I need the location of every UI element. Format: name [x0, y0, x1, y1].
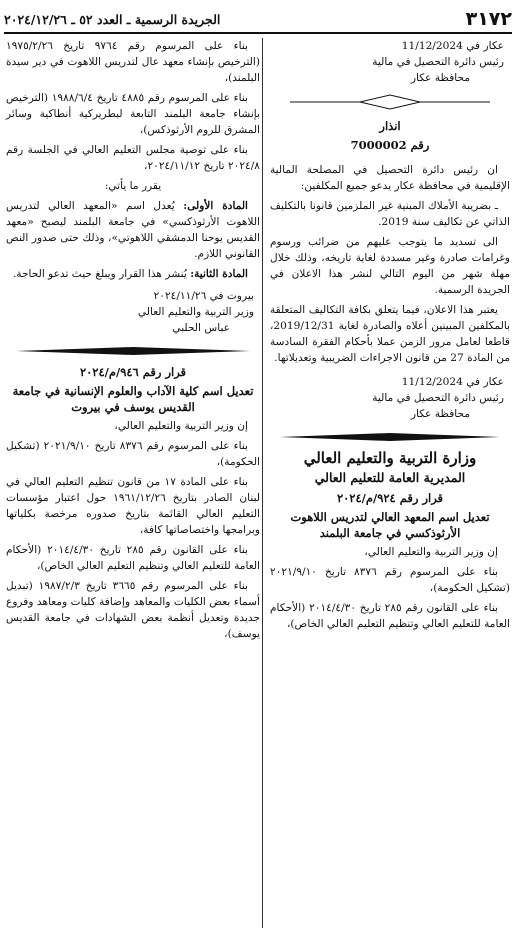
ornament-divider-icon [6, 346, 260, 356]
article-2 [6, 266, 260, 282]
article-text: يُعدل اسم «المعهد العالي لتدريس اللاهوت الأرثوذكسي» في جامعة البلمند ليصبح «معهد القديس يوحنا الدمشقي اللاهوتي»، وذلك حتى صدور النص القانوني اللازم. [6, 200, 260, 260]
signature-block-3 [6, 288, 260, 336]
page-number: ٣١٧٢ [465, 8, 512, 30]
signature-date: بيروت في ٢٠٢٤/١١/٢٦ [153, 290, 254, 302]
decision-paragraph: بناء على المادة ١٧ من قانون تنظيم التعليم العالي في لبنان الصادر بتاريخ ١٩٦١/١٢/٢٦ حول اعتبار مؤسسات التعليم العالي القائمة بتاريخ صدوره مرخصة بكلياتها وبرامجها واختصاصاتها كافة، [6, 476, 260, 536]
decision-title: تعديل اسم كلية الآداب والعلوم الإنسانية في جامعة القديس يوسف في بيروت [12, 384, 254, 414]
signature-place: محافظة عكار [410, 72, 470, 84]
decides-heading: يقرر ما يأتي: [104, 180, 162, 192]
signature-role: وزير التربية والتعليم العالي [137, 306, 254, 318]
gazette-title: الجريدة الرسمية ـ العدد ٥٢ ـ ٢٠٢٤/١٢/٢٦ [4, 11, 221, 27]
article-label: المادة الثانية: [190, 268, 248, 280]
decision-paragraph: بناء على المرسوم رقم ٩٧٦٤ تاريخ ١٩٧٥/٢/٢٦ (الترخيص بإنشاء معهد عال لتدريس اللاهوت في دير سيدة البلمند)، [6, 40, 260, 84]
decision-paragraph: بناء على القانون رقم ٢٨٥ تاريخ ٢٠١٤/٤/٣٠ (الأحكام العامة للتعليم العالي وتنظيم التعليم العالي الخاص)، [270, 602, 510, 630]
right-column [270, 38, 510, 636]
decision-paragraph: إن وزير التربية والتعليم العالي، [364, 546, 498, 558]
decision-paragraph: بناء على المرسوم رقم ٨٣٧٦ تاريخ ٢٠٢١/٩/١٠ (تشكيل الحكومة)، [270, 566, 510, 594]
signature-date: عكار في 11/12/2024 [401, 376, 504, 388]
notice-paragraph: يعتبر هذا الاعلان، فيما يتعلق بكافة التكاليف المتعلقة بالمكلفين المبينين أعلاه والصادرة لغاية 2019/12/31، قاطعا لعامل مرور الزمن عملا بأحكام الفقرة السادسة من المادة 27 من قانون الاجراءات الضريبية وتعديلاتها. [270, 304, 510, 364]
signature-block-1 [270, 38, 510, 86]
notice-paragraph: ـ بضريبة الأملاك المبنية غير الملزمين قانونا بالتكليف الذاتي عن تكاليف سنة 2019. [270, 200, 510, 228]
diamond-divider-icon [270, 94, 510, 110]
decision-title: تعديل اسم المعهد العالي لتدريس اللاهوت الأرثوذكسي في جامعة البلمند [290, 510, 490, 540]
decision-paragraph: بناء على المرسوم رقم ٤٨٨٥ تاريخ ١٩٨٨/٦/٤ (الترخيص بإنشاء جامعة البلمند التابعة لبطريركية أنطاكية وسائر المشرق للروم الأرثوذكس)، [6, 92, 260, 136]
signature-role: رئيس دائرة التحصيل في مالية [372, 56, 504, 68]
decision-paragraph: بناء على المرسوم رقم ٣٦٦٥ تاريخ ١٩٨٧/٢/٣ (تبديل أسماء بعض الكليات والمعاهد وإضافة كليات ومعاهد وفروع جديدة وتعديل أنظمة بعض الشهادات في جامعة القديس يوسف)، [6, 580, 260, 640]
diamond-separator [270, 94, 510, 110]
thick-separator [6, 346, 260, 356]
left-column [6, 38, 260, 646]
article-text: يُنشر هذا القرار ويبلغ حيث تدعو الحاجة. [12, 268, 187, 280]
decision-paragraph: بناء على القانون رقم ٢٨٥ تاريخ ٢٠١٤/٤/٣٠ (الأحكام العامة للتعليم العالي وتنظيم التعليم العالي الخاص)، [6, 544, 260, 572]
notice-number: رقم 7000002 [350, 138, 430, 152]
directorate-title: المديرية العامة للتعليم العالي [314, 470, 466, 485]
notice-title: انذار [379, 119, 401, 133]
article-label: المادة الأولى: [183, 200, 248, 212]
ornament-divider-icon [270, 432, 510, 442]
decision-paragraph: بناء على المرسوم رقم ٨٣٧٦ تاريخ ٢٠٢١/٩/١٠ (تشكيل الحكومة)، [6, 440, 260, 468]
signature-role: رئيس دائرة التحصيل في مالية [372, 392, 504, 404]
decision-number: قرار رقم ٩٢٤/م/٢٠٢٤ [336, 491, 444, 505]
signature-name: عباس الحلبي [172, 322, 230, 334]
decision-paragraph: إن وزير التربية والتعليم العالي، [114, 420, 248, 432]
notice-paragraph: ان رئيس دائرة التحصيل في المصلحة المالية الإقليمية في محافظة عكار يدعو جميع المكلفين: [270, 164, 510, 192]
ministry-title: وزارة التربية والتعليم العالي [303, 449, 477, 467]
page-header [4, 6, 512, 34]
thick-separator [270, 432, 510, 442]
signature-date: عكار في 11/12/2024 [401, 40, 504, 52]
decision-paragraph: بناء على توصية مجلس التعليم العالي في الجلسة رقم ٢٠٢٤/٨ تاريخ ٢٠٢٤/١١/١٢، [6, 144, 260, 172]
notice-paragraph: الى تسديد ما يتوجب عليهم من ضرائب ورسوم وغرامات صادرة وغير مسددة لغاية تاريخه، وذلك خلال مهلة شهر من اليوم التالي لنشر هذا الاعلان في الجريدة الرسمية. [270, 236, 510, 296]
signature-block-2 [270, 374, 510, 422]
column-divider [262, 38, 263, 928]
signature-place: محافظة عكار [410, 408, 470, 420]
decision-number: قرار رقم ٩٤٦/م/٢٠٢٤ [79, 365, 187, 379]
article-1 [6, 198, 260, 262]
